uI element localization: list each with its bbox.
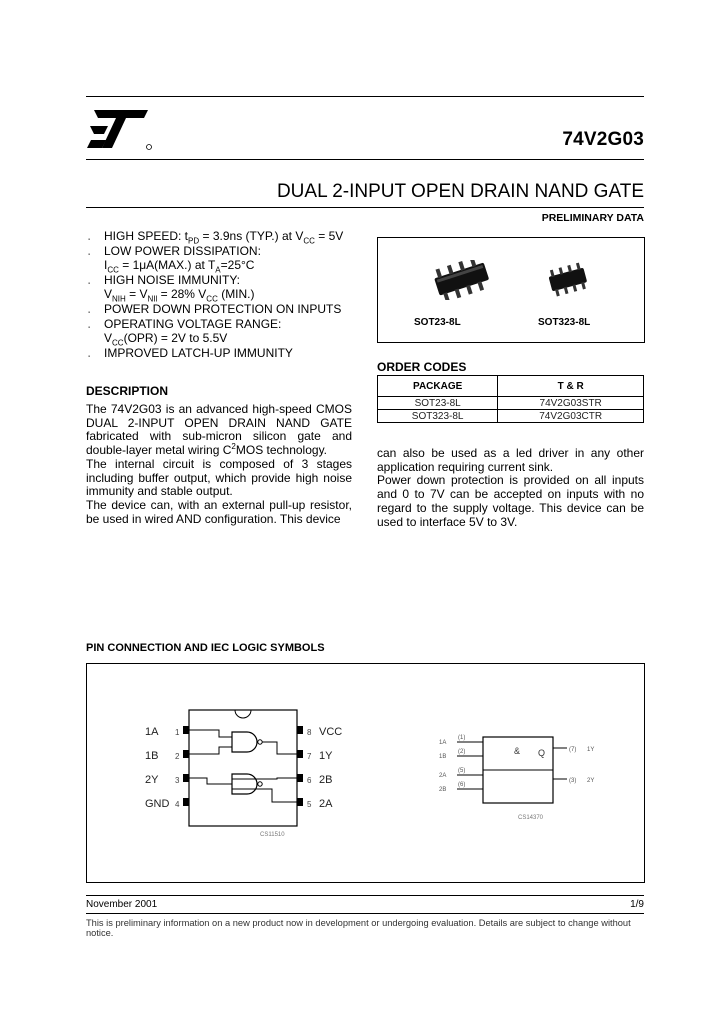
pin-label: VCC	[319, 726, 343, 738]
pin-7	[297, 750, 303, 758]
description-column-right	[377, 447, 644, 529]
package-images-box	[377, 237, 645, 343]
pin-connection-diagram	[87, 664, 644, 882]
pin-label: GND	[145, 798, 170, 810]
pin-1	[183, 726, 189, 734]
bullet-icon: ▪	[88, 237, 91, 243]
table-row	[378, 410, 644, 423]
pin-label: 1Y	[319, 750, 333, 762]
feature-item: ▪ HIGH SPEED: $t_{PD} = 3.9ns$ (TYP.) at $V_{CC} = 5V$	[86, 229, 376, 244]
footer-date: November 2001	[86, 899, 158, 910]
iec-input-number: (2)	[458, 749, 466, 755]
table-cell: 74V2G03CTR	[498, 410, 644, 423]
feature-list	[86, 229, 376, 360]
pin-number: 1	[175, 728, 180, 737]
bullet-icon: ▪	[88, 309, 91, 316]
header-rule	[86, 159, 644, 160]
feature-item: $I_{CC} = 1\mu A(MAX.)$ at $T_A=25^\circ C$	[104, 258, 255, 275]
iec-output-label: 1Y	[587, 747, 595, 753]
pin-label: 2A	[319, 798, 333, 810]
top-rule	[86, 96, 644, 97]
footer-rule-2	[86, 913, 644, 914]
nand-bubble-2	[258, 782, 262, 786]
package-label-sot23: SOT23-8L	[414, 317, 461, 328]
pin-label: 1A	[145, 726, 159, 738]
description-paragraph: can also be used as a led driver in any other application requiring current sink.	[377, 446, 644, 474]
st-logo	[86, 106, 152, 152]
pin-number: 4	[175, 800, 180, 809]
order-codes-table	[377, 375, 644, 423]
pin-4	[183, 798, 189, 806]
pin-6	[297, 774, 303, 782]
bullet-icon: ▪	[88, 280, 91, 287]
sot323-package-image	[542, 262, 594, 298]
iec-input-label: 2A	[439, 773, 447, 779]
chip-notch	[235, 710, 251, 718]
iec-input-label: 1B	[439, 754, 447, 760]
feature-item: ▪ IMPROVED LATCH-UP IMMUNITY	[86, 346, 376, 361]
pin-label: 2B	[319, 774, 333, 786]
pin-2	[183, 750, 189, 758]
pin-3	[183, 774, 189, 782]
column-header: PACKAGE	[378, 376, 498, 397]
nand-gate-1	[232, 732, 257, 752]
table-cell: 74V2G03STR	[498, 397, 644, 410]
pin-label: 2Y	[145, 774, 159, 786]
pin-number: 8	[307, 728, 312, 737]
part-number: 74V2G03	[562, 129, 644, 150]
description-paragraph: The 74V2G03 is an advanced high-speed CMOS DUAL 2-INPUT OPEN DRAIN NAND GATE fabricated with sub-micron silicon gate and double-layer metal wiring $C^2MOS$ technology.	[86, 402, 352, 458]
table-cell: SOT23-8L	[378, 397, 498, 410]
description-paragraph: The device can, with an external pull-up resistor, be used in wired AND configuration. This device	[86, 497, 352, 526]
pin-connection-heading: PIN CONNECTION AND IEC LOGIC SYMBOLS	[86, 642, 325, 654]
nand-gate-2	[232, 774, 257, 794]
table-cell: SOT323-8L	[378, 410, 498, 423]
iec-and-symbol: &	[514, 746, 521, 756]
pin-number: 2	[175, 752, 180, 761]
feature-item: ▪ OPERATING VOLTAGE RANGE:	[86, 317, 376, 332]
sot23-package-image	[426, 260, 498, 300]
table-header-row	[378, 376, 644, 397]
description-paragraph: The internal circuit is composed of 3 stages including buffer output, which provide high noise immunity and stable output.	[86, 456, 352, 499]
iec-input-number: (6)	[458, 782, 466, 788]
iec-input-label: 1A	[439, 740, 447, 746]
iec-output-symbol: Q	[538, 748, 546, 758]
iec-output-label: 2Y	[587, 778, 595, 784]
footer-rule	[86, 895, 644, 896]
iec-input-number: (1)	[458, 735, 466, 741]
nand-bubble-1	[258, 740, 262, 744]
pin-number: 5	[307, 800, 312, 809]
footer-page-number: 1/9	[630, 899, 644, 910]
description-column-left	[86, 403, 352, 526]
description-heading: DESCRIPTION	[86, 384, 169, 398]
iec-output-number: (3)	[569, 778, 577, 784]
pin-label: 1B	[145, 750, 159, 762]
pin-8	[297, 726, 303, 734]
iec-input-label: 2B	[439, 787, 447, 793]
iec-input-number: (5)	[458, 768, 466, 774]
bullet-icon: ▪	[88, 353, 91, 360]
bullet-icon: ▪	[88, 251, 91, 258]
feature-item: $V_{NIH} = V_{NIl} = 28\%$ $V_{CC}$ (MIN.)	[104, 287, 255, 304]
feature-item: ▪ POWER DOWN PROTECTION ON INPUTS	[86, 302, 376, 317]
column-header: T & R	[498, 376, 644, 397]
figure-code: CS14370	[518, 815, 544, 821]
document-title: DUAL 2-INPUT OPEN DRAIN NAND GATE	[276, 181, 644, 202]
pin-diagram-box	[86, 663, 645, 883]
order-codes-heading: ORDER CODES	[377, 360, 467, 374]
feature-item: ▪ LOW POWER DISSIPATION:	[86, 244, 376, 259]
pin-5	[297, 798, 303, 806]
bullet-icon: ▪	[88, 324, 91, 331]
title-rule	[86, 207, 644, 208]
footer-note: This is preliminary information on a new product now in development or undergoing evaluation. Details are subject to change without notice.	[86, 918, 631, 938]
package-label-sot323: SOT323-8L	[538, 317, 591, 328]
pin-number: 7	[307, 752, 312, 761]
preliminary-label: PRELIMINARY DATA	[541, 212, 644, 224]
chip-outline	[189, 710, 297, 826]
table-row	[378, 397, 644, 410]
iec-output-number: (7)	[569, 747, 577, 753]
feature-item: ▪ HIGH NOISE IMMUNITY:	[86, 273, 376, 288]
figure-code: CS11510	[260, 832, 285, 838]
pin-number: 3	[175, 776, 180, 785]
description-paragraph: Power down protection is provided on all inputs and 0 to 7V can be accepted on inputs with no regard to the supply voltage. This device can be used to interface 5V to 3V.	[377, 473, 644, 529]
feature-item: $V_{CC}(OPR) = 2V$ to 5.5V	[104, 331, 228, 348]
pin-number: 6	[307, 776, 312, 785]
